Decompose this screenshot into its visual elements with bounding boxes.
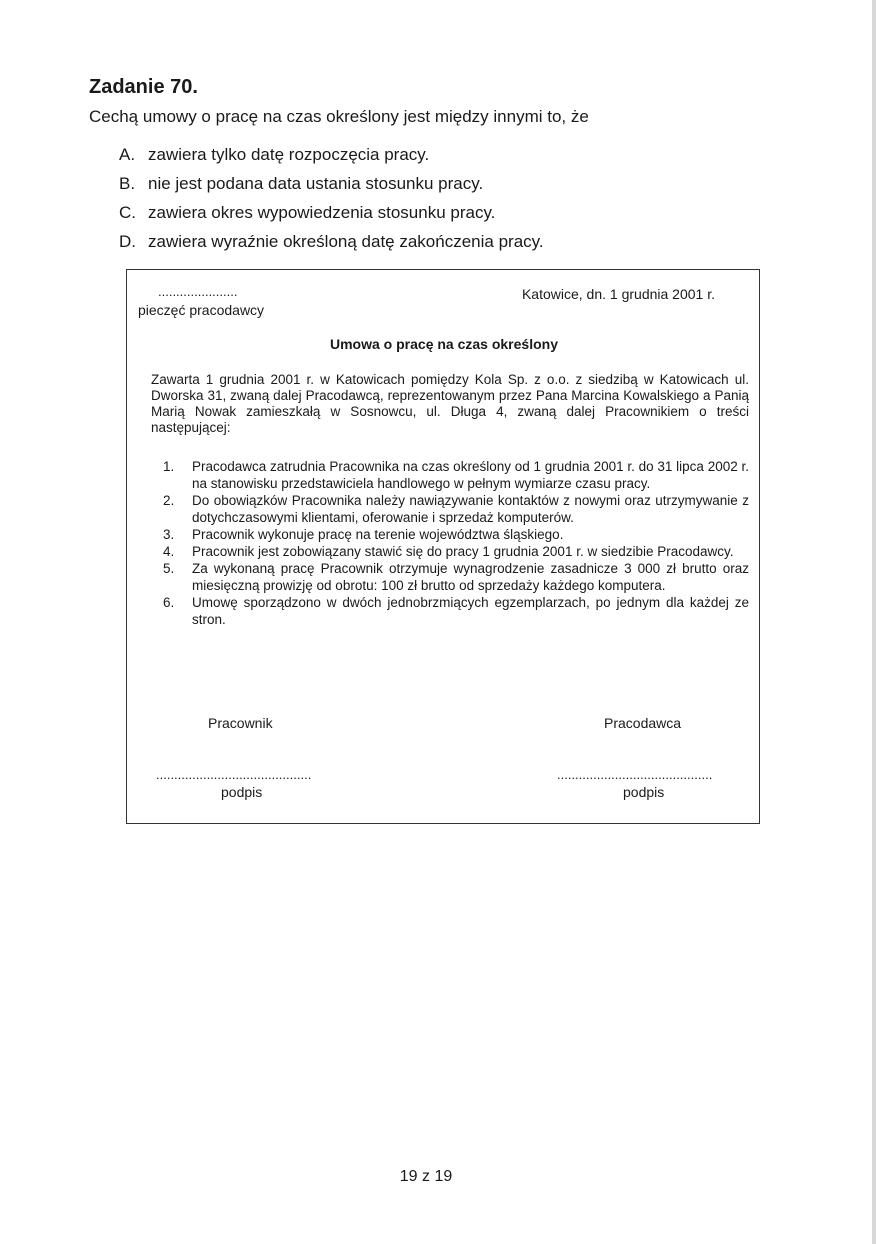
contract-intro: Zawarta 1 grudnia 2001 r. w Katowicach pomiędzy Kola Sp. z o.o. z siedzibą w Katowicach ul. Dworska 31, zwaną dalej Pracodawcą, reprezentowanym przez Pana Marcina Kowalskiego a Panią Marią Nowak zamieszkałą w Sosnowcu, ul. Długa 4, zwaną dalej Pracownikiem o treści następującej: (151, 372, 749, 435)
option-text: zawiera wyraźnie określoną datę zakończenia pracy. (148, 232, 544, 251)
clause-text: Pracownik jest zobowiązany stawić się do pracy 1 grudnia 2001 r. w siedzibie Pracodawcy. (192, 544, 734, 559)
clause-number: 3. (163, 527, 175, 542)
clause-number: 1. (163, 459, 175, 474)
contract-document (126, 269, 760, 824)
stamp-placeholder-dots: ...................... (158, 284, 238, 299)
contract-clauses (163, 458, 749, 628)
option-letter: A. (119, 145, 136, 164)
option-letter: C. (119, 203, 136, 222)
employer-signature-line: ........................................... (557, 767, 713, 782)
clause-6 (163, 594, 749, 628)
employee-signature-label: Pracownik (208, 715, 273, 731)
employee-signature-caption: podpis (221, 784, 263, 800)
clause-number: 5. (163, 561, 175, 576)
option-d (119, 232, 544, 261)
option-text: nie jest podana data ustania stosunku pracy. (148, 174, 484, 193)
page-number: 19 z 19 (399, 1168, 453, 1185)
clause-4 (163, 543, 749, 560)
clause-text: Umowę sporządzono w dwóch jednobrzmiących egzemplarzach, po jednym dla każdej ze stron. (192, 595, 749, 627)
answer-options (119, 145, 544, 261)
option-c (119, 203, 544, 232)
option-letter: D. (119, 232, 136, 251)
employer-signature-caption: podpis (623, 784, 665, 800)
clause-number: 4. (163, 544, 175, 559)
clause-1 (163, 458, 749, 492)
clause-text: Pracodawca zatrudnia Pracownika na czas określony od 1 grudnia 2001 r. do 31 lipca 2002 r. na stanowisku przedstawiciela handlowego w pełnym wymiarze czasu pracy. (192, 459, 749, 491)
clause-text: Pracownik wykonuje pracę na terenie województwa śląskiego. (192, 527, 564, 542)
employee-signature-line: ........................................... (156, 767, 312, 782)
option-text: zawiera okres wypowiedzenia stosunku pracy. (148, 203, 496, 222)
employer-signature-label: Pracodawca (604, 715, 682, 731)
clause-text: Za wykonaną pracę Pracownik otrzymuje wynagrodzenie zasadnicze 3 000 zł brutto oraz miesięczną prowizję od obrotu: 100 zł brutto od sprzedaży każdego komputera. (192, 561, 749, 593)
option-text: zawiera tylko datę rozpoczęcia pracy. (148, 145, 430, 164)
stamp-label: pieczęć pracodawcy (138, 302, 265, 318)
clause-3 (163, 526, 749, 543)
contract-title: Umowa o pracę na czas określony (330, 336, 558, 352)
clause-5 (163, 560, 749, 594)
clause-text: Do obowiązków Pracownika należy nawiązywanie kontaktów z nowymi oraz utrzymywanie z dotychczasowymi klientami, oferowanie i sprzedaż komputerów. (192, 493, 749, 525)
clause-number: 2. (163, 493, 175, 508)
question-text: Cechą umowy o pracę na czas określony jest między innymi to, że (89, 107, 589, 126)
option-b (119, 174, 544, 203)
clause-number: 6. (163, 595, 175, 610)
option-a (119, 145, 544, 174)
clause-2 (163, 492, 749, 526)
place-date: Katowice, dn. 1 grudnia 2001 r. (521, 286, 715, 302)
task-title: Zadanie 70. (89, 76, 198, 98)
option-letter: B. (119, 174, 136, 193)
page-edge (872, 0, 876, 1244)
